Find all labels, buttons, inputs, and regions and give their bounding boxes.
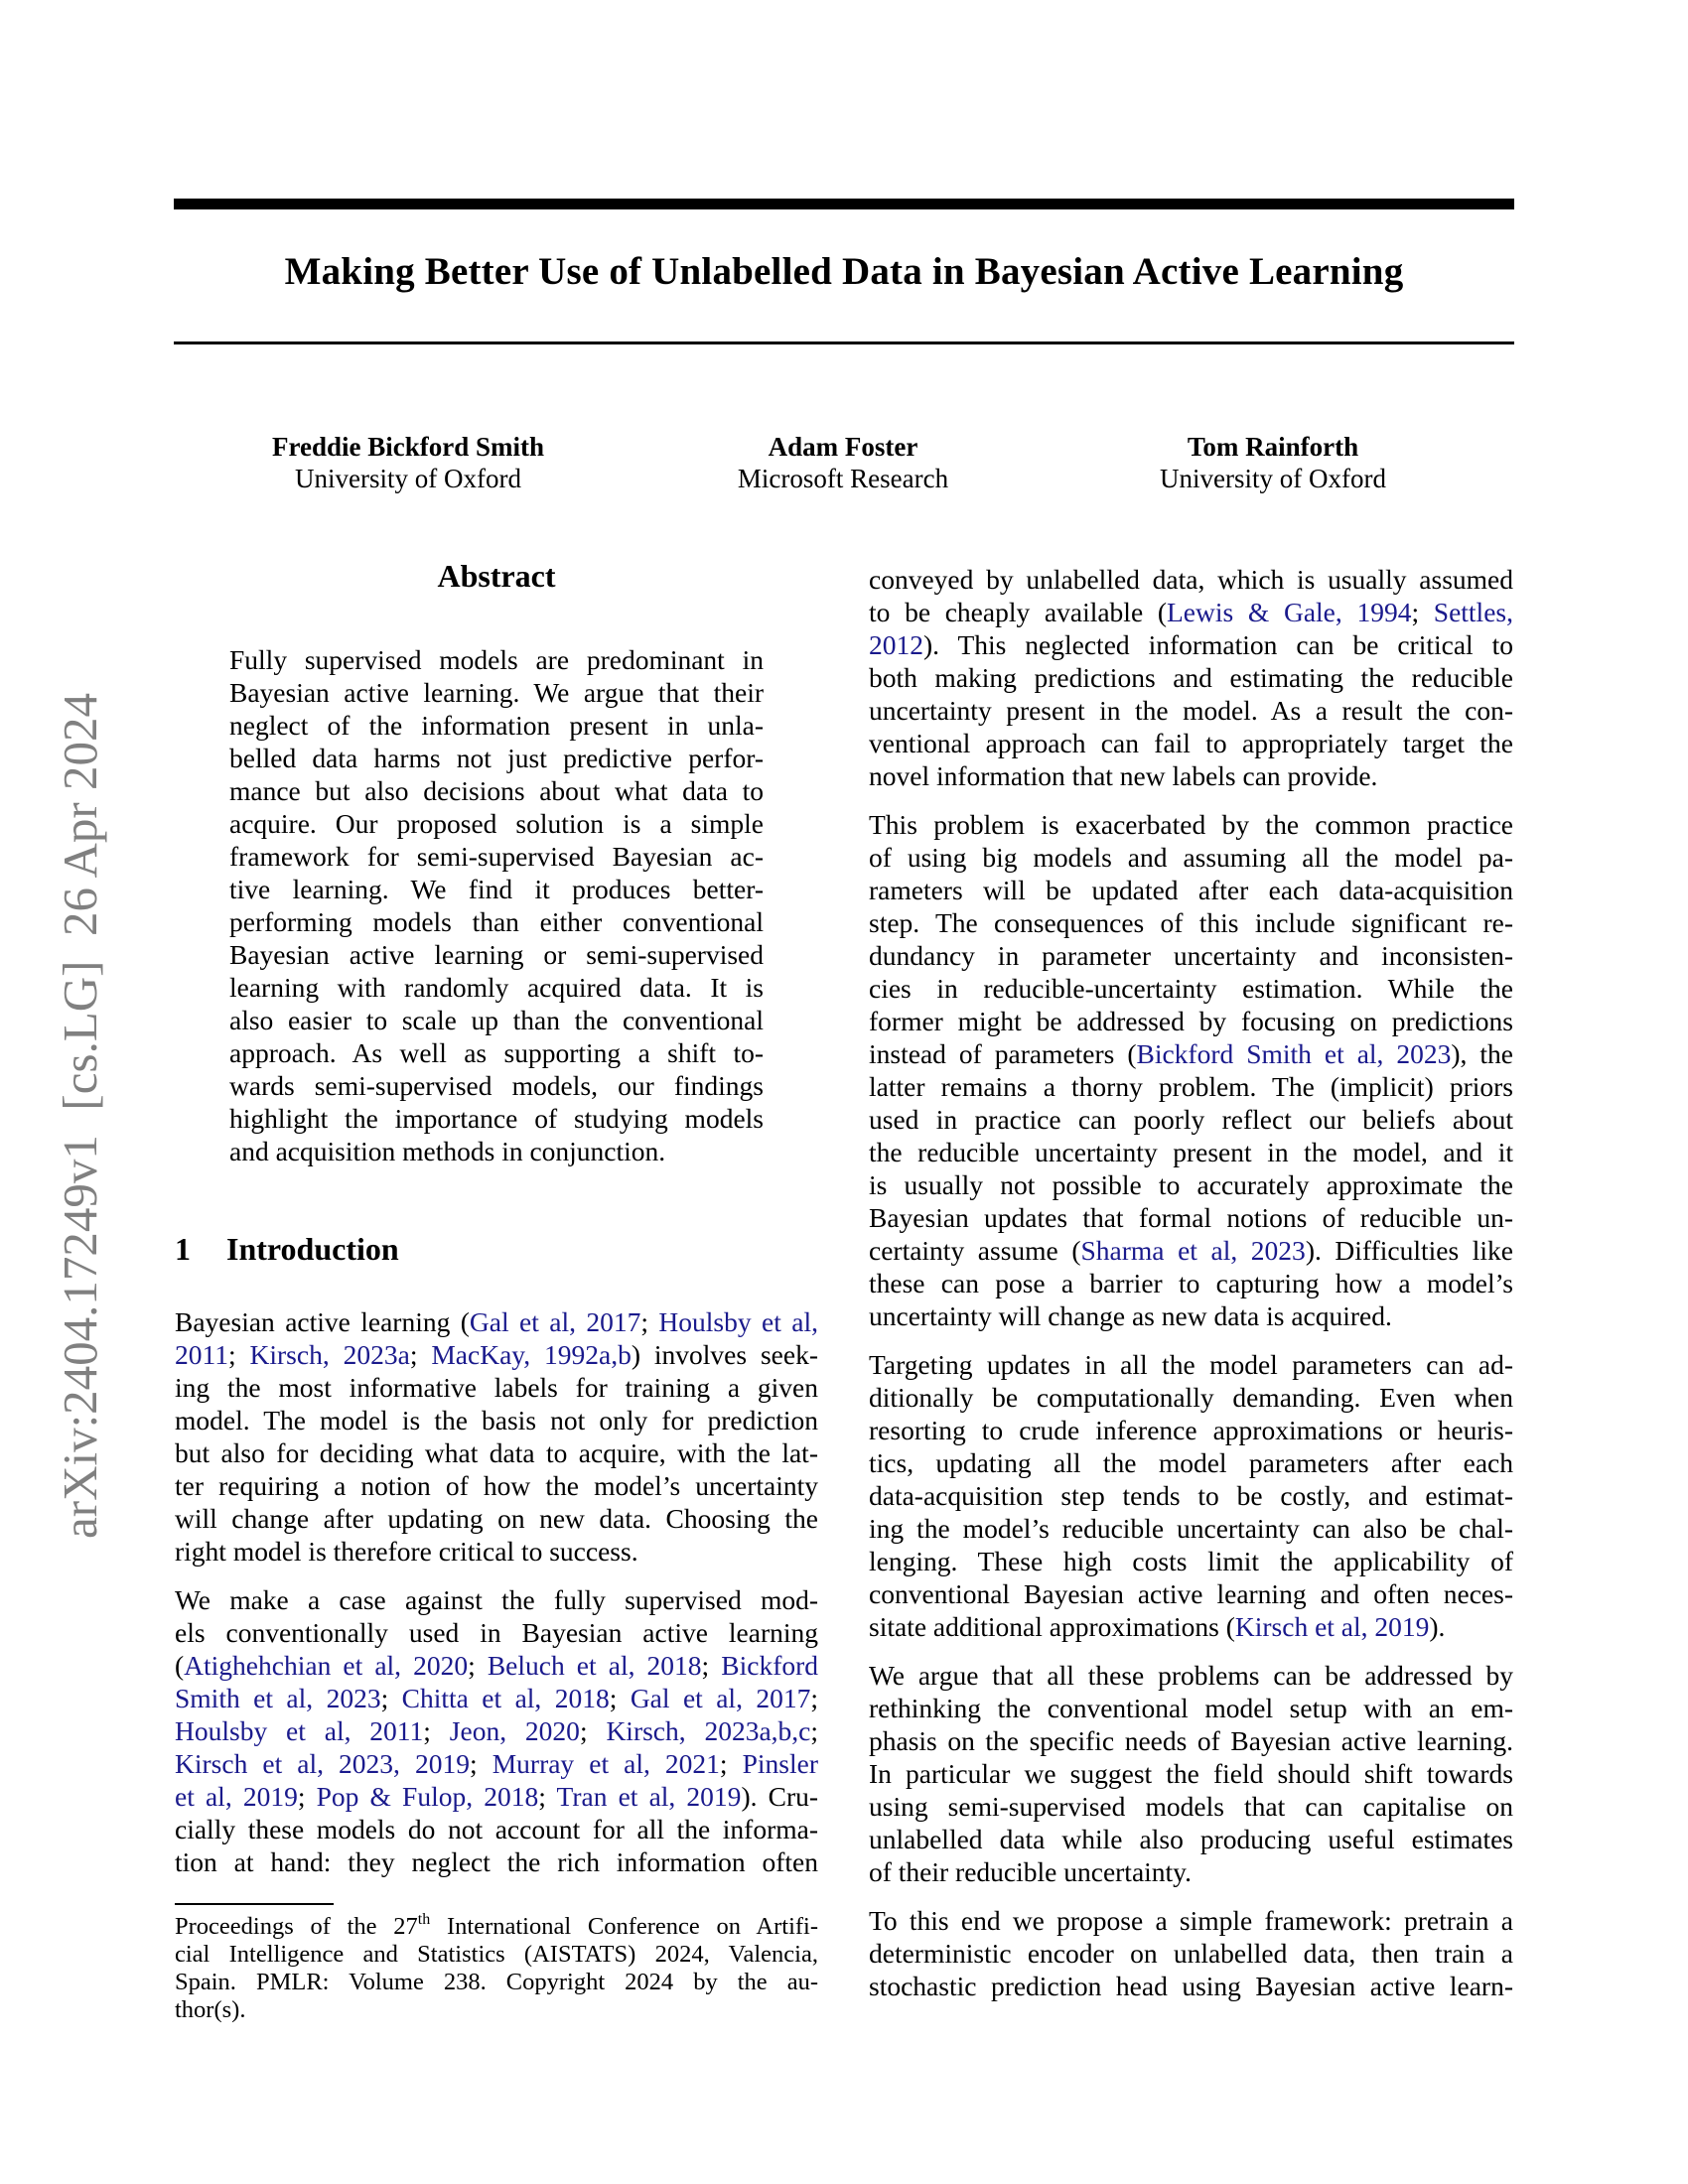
paragraph-gap — [869, 1888, 1513, 1904]
text-line: 2011; Kirsch, 2023a; MacKay, 1992a,b) involves seek- — [175, 1339, 818, 1370]
text-line: approach. As well as supporting a shift to- — [229, 1037, 764, 1068]
text-line: We make a case against the fully supervised mod- — [175, 1584, 818, 1615]
citation-link[interactable]: et al, 2019 — [175, 1781, 298, 1812]
paragraph — [175, 1583, 818, 1878]
citation-link[interactable]: MacKay, 1992a,b — [431, 1339, 632, 1370]
paper-title: Making Better Use of Unlabelled Data in Bayesian Active Learning — [284, 250, 1404, 293]
text-line: Kirsch et al, 2023, 2019; Murray et al, 2021; Pinsler — [175, 1748, 819, 1779]
citation-link[interactable]: Murray et al, 2021 — [492, 1748, 720, 1779]
citation-link[interactable]: Jeon, 2020 — [449, 1715, 580, 1746]
text-line: Bayesian active learning or semi-supervised — [229, 939, 764, 970]
author-affiliation: Microsoft Research — [737, 464, 949, 493]
text-line: used in practice can poorly reflect our beliefs about — [869, 1104, 1513, 1135]
author-3 — [1064, 431, 1481, 494]
intro-right-column — [869, 563, 1513, 2002]
text-line: dundancy in parameter uncertainty and inconsisten- — [869, 940, 1513, 971]
text-line: novel information that new labels can provide. — [869, 760, 1378, 791]
text-line: Houlsby et al, 2011; Jeon, 2020; Kirsch, 2023a,b,c; — [175, 1715, 819, 1746]
text-line: deterministic encoder on unlabelled data, then train a — [869, 1938, 1513, 1969]
citation-link[interactable]: Atighehchian et al, 2020 — [184, 1650, 469, 1681]
text-line: stochastic prediction head using Bayesian active learn- — [869, 1971, 1513, 2001]
author-1 — [200, 431, 617, 494]
paragraph-gap — [869, 1332, 1513, 1348]
author-name: Adam Foster — [768, 432, 918, 462]
text-line: ing the model’s reducible uncertainty can also be chal- — [869, 1513, 1513, 1544]
text-line: latter remains a thorny problem. The (implicit) priors — [869, 1071, 1513, 1102]
text-line: conventional Bayesian active learning and often neces- — [869, 1578, 1513, 1609]
paragraph-gap — [869, 1643, 1513, 1659]
citation-link[interactable]: Sharma et al, 2023 — [1080, 1235, 1306, 1266]
citation-link[interactable]: Pinsler — [742, 1748, 819, 1779]
text-line: highlight the importance of studying models — [229, 1103, 764, 1134]
citation-link[interactable]: Kirsch et al, 2023, 2019 — [175, 1748, 470, 1779]
text-line: performing models than either conventional — [229, 906, 764, 937]
footnote — [175, 1913, 818, 2024]
citation-link[interactable]: 2011 — [175, 1339, 228, 1370]
citation-link[interactable]: Kirsch, 2023a,b,c — [606, 1715, 811, 1746]
text-line: also easier to scale up than the conventional — [229, 1005, 764, 1035]
text-line: right model is therefore critical to success. — [175, 1536, 638, 1567]
text-line: We argue that all these problems can be addressed by — [869, 1660, 1513, 1691]
citation-link[interactable]: Bickford — [721, 1650, 819, 1681]
citation-link[interactable]: Settles, — [1433, 597, 1513, 627]
citation-link[interactable]: Pop & Fulop, 2018 — [316, 1781, 539, 1812]
abstract-heading: Abstract — [437, 558, 556, 594]
paragraph — [869, 1904, 1513, 2002]
text-line: wards semi-supervised models, our findings — [229, 1070, 764, 1101]
text-line: model. The model is the basis not only for prediction — [175, 1405, 818, 1435]
citation-link[interactable]: Kirsch, 2023a — [249, 1339, 410, 1370]
text-line: ter requiring a notion of how the model’s uncertainty — [175, 1470, 818, 1501]
title-top-rule — [174, 199, 1514, 209]
author-affiliation: University of Oxford — [295, 464, 521, 493]
citation-link[interactable]: Houlsby et al, — [658, 1306, 818, 1337]
citation-link[interactable]: Gal et al, 2017 — [630, 1683, 811, 1713]
text-line: belled data harms not just predictive perfor- — [229, 743, 764, 773]
text-line: This problem is exacerbated by the common practice — [869, 809, 1513, 840]
text-line: resorting to crude inference approximations or heuris- — [869, 1415, 1513, 1445]
text-line: rameters will be updated after each data-acquisition — [869, 875, 1513, 905]
text-line: to be cheaply available (Lewis & Gale, 1994; Settles, — [869, 597, 1513, 627]
text-line: rethinking the conventional model setup with an em- — [869, 1693, 1513, 1723]
paragraph — [869, 1348, 1513, 1643]
author-2 — [634, 431, 1052, 494]
text-line: of using big models and assuming all the model pa- — [869, 842, 1513, 873]
citation-link[interactable]: Chitta et al, 2018 — [401, 1683, 610, 1713]
citation-link[interactable]: Smith et al, 2023 — [175, 1683, 381, 1713]
text-line: these can pose a barrier to capturing how a model’s — [869, 1268, 1513, 1298]
text-line: using semi-supervised models that can capitalise on — [869, 1791, 1513, 1822]
arxiv-stamp: arXiv:2404.17249v1 [cs.LG] 26 Apr 2024 — [53, 693, 107, 1539]
footnote-line: Proceedings of the 27th International Conference on Artifi- — [175, 1911, 818, 1940]
paragraph-gap — [869, 792, 1513, 808]
text-line: and acquisition methods in conjunction. — [229, 1136, 666, 1166]
text-line: will change after updating on new data. Choosing the — [175, 1503, 818, 1534]
text-line: tics, updating all the model parameters after each — [869, 1447, 1513, 1478]
text-line: tive learning. We find it produces better- — [229, 874, 764, 904]
text-line: tion at hand: they neglect the rich information often — [175, 1846, 818, 1877]
text-line: In particular we suggest the field should shift towards — [869, 1758, 1513, 1789]
text-line: framework for semi-supervised Bayesian ac- — [229, 841, 764, 872]
text-line: els conventionally used in Bayesian active learning — [175, 1617, 818, 1648]
text-line: Bayesian updates that formal notions of reducible un- — [869, 1202, 1513, 1233]
citation-link[interactable]: Kirsch et al, 2019 — [1234, 1611, 1430, 1642]
text-line: 2012). This neglected information can be critical to — [869, 629, 1513, 660]
text-line: certainty assume (Sharma et al, 2023). Difficulties like — [869, 1235, 1513, 1266]
citation-link[interactable]: 2012 — [869, 629, 923, 660]
text-line: ing the most informative labels for training a given — [175, 1372, 818, 1403]
footnote-line: thor(s). — [175, 1996, 246, 2023]
section-number: 1 — [175, 1231, 191, 1267]
text-line: cially these models do not account for all the informa- — [175, 1814, 818, 1844]
text-line: learning with randomly acquired data. It is — [229, 972, 764, 1003]
text-line: unlabelled data while also producing useful estimates — [869, 1824, 1513, 1854]
text-line: conveyed by unlabelled data, which is usually assumed — [869, 564, 1513, 595]
citation-link[interactable]: Beluch et al, 2018 — [487, 1650, 702, 1681]
text-line: et al, 2019; Pop & Fulop, 2018; Tran et al, 2019). Cru- — [175, 1781, 819, 1812]
text-line: Bayesian active learning. We argue that their — [229, 677, 764, 708]
text-line: Bayesian active learning (Gal et al, 2017; Houlsby et al, — [175, 1306, 818, 1337]
text-line: ditionally be computationally demanding. Even when — [869, 1382, 1513, 1413]
text-line: step. The consequences of this include significant re- — [869, 907, 1513, 938]
text-line: To this end we propose a simple framework: pretrain a — [869, 1905, 1513, 1936]
text-line: (Atighehchian et al, 2020; Beluch et al, 2018; Bickford — [175, 1650, 819, 1681]
citation-link[interactable]: Bickford Smith et al, 2023 — [1136, 1038, 1452, 1069]
text-line: both making predictions and estimating the reducible — [869, 662, 1513, 693]
text-line: instead of parameters (Bickford Smith et al, 2023), the — [869, 1038, 1513, 1069]
text-line: Smith et al, 2023; Chitta et al, 2018; Gal et al, 2017; — [175, 1683, 819, 1713]
text-line: lenging. These high costs limit the applicability of — [869, 1546, 1513, 1576]
text-line: but also for deciding what data to acquire, with the lat- — [175, 1437, 818, 1468]
paragraph-gap — [175, 1568, 818, 1583]
paragraph — [869, 1659, 1513, 1888]
section-heading-introduction — [175, 1229, 399, 1269]
author-name: Tom Rainforth — [1187, 432, 1359, 462]
footnote-line: Spain. PMLR: Volume 238. Copyright 2024 by the au- — [175, 1969, 818, 1995]
paragraph — [229, 643, 764, 1167]
citation-link[interactable]: Tran et al, 2019 — [556, 1781, 742, 1812]
title-bottom-rule — [174, 341, 1514, 344]
footnote-line: cial Intelligence and Statistics (AISTATS) 2024, Valencia, — [175, 1941, 818, 1968]
text-line: ventional approach can fail to appropriately target the — [869, 728, 1513, 758]
footnote-rule — [175, 1903, 334, 1905]
text-line: uncertainty will change as new data is acquired. — [869, 1300, 1392, 1331]
paragraph — [175, 1305, 818, 1568]
text-line: of their reducible uncertainty. — [869, 1856, 1193, 1887]
intro-left-column — [175, 1305, 818, 1878]
abstract-body — [229, 643, 764, 1167]
paragraph — [869, 563, 1513, 792]
text-line: Fully supervised models are predominant in — [229, 644, 764, 675]
text-line: mance but also decisions about what data to — [229, 775, 764, 806]
text-line: is usually not possible to accurately approximate the — [869, 1169, 1513, 1200]
text-line: the reducible uncertainty present in the model, and it — [869, 1137, 1513, 1167]
paragraph — [869, 808, 1513, 1332]
text-line: acquire. Our proposed solution is a simple — [229, 808, 764, 839]
text-line: data-acquisition step tends to be costly, and estimat- — [869, 1480, 1513, 1511]
citation-link[interactable]: Houlsby et al, 2011 — [175, 1715, 424, 1746]
text-line: former might be addressed by focusing on predictions — [869, 1006, 1513, 1036]
section-title: Introduction — [226, 1231, 399, 1267]
author-affiliation: University of Oxford — [1160, 464, 1386, 493]
text-line: neglect of the information present in unla- — [229, 710, 764, 741]
author-name: Freddie Bickford Smith — [271, 432, 544, 462]
text-line: cies in reducible-uncertainty estimation. While the — [869, 973, 1513, 1004]
text-line: Targeting updates in all the model parameters can ad- — [869, 1349, 1513, 1380]
text-line: uncertainty present in the model. As a result the con- — [869, 695, 1513, 726]
text-line: phasis on the specific needs of Bayesian active learning. — [869, 1725, 1513, 1756]
citation-link[interactable]: Lewis & Gale, 1994 — [1167, 597, 1412, 627]
text-line: sitate additional approximations (Kirsch et al, 2019). — [869, 1611, 1446, 1642]
citation-link[interactable]: Gal et al, 2017 — [469, 1306, 641, 1337]
